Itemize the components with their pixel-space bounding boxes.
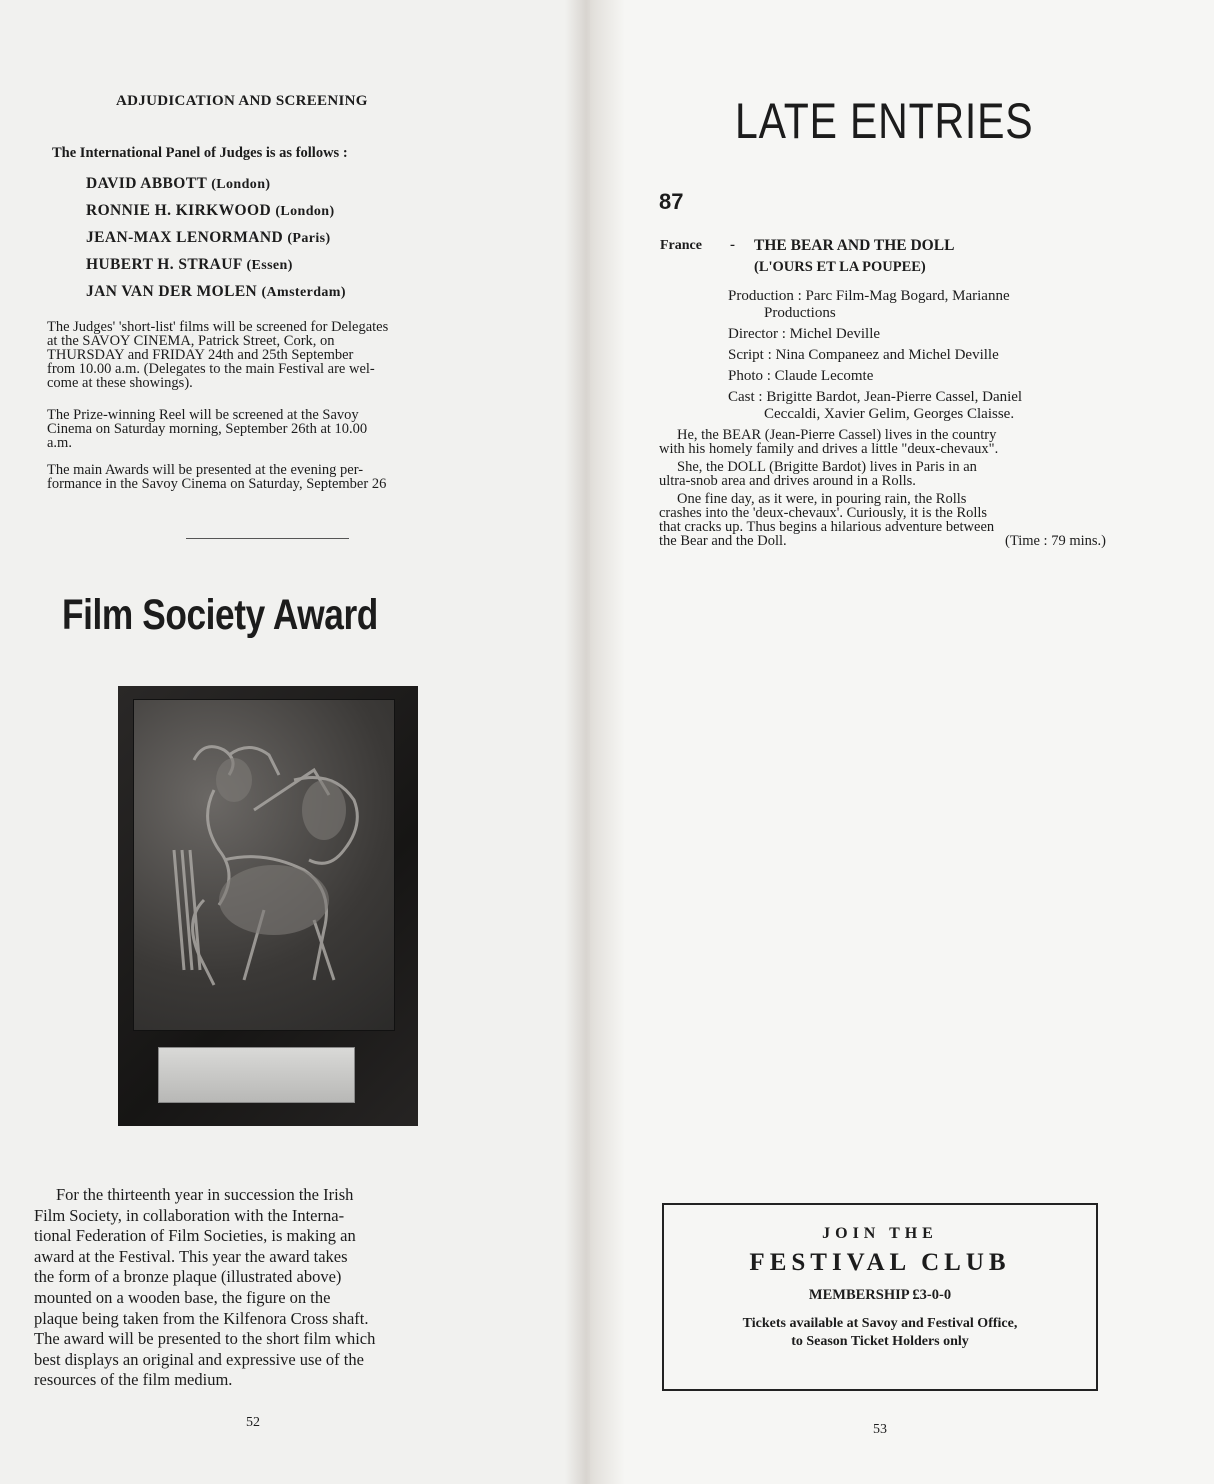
judge-name: DAVID ABBOTT <box>86 175 207 192</box>
credit-production-cont: Productions <box>764 305 836 321</box>
judge-city: (Essen) <box>246 258 293 273</box>
club-line1: JOIN THE <box>822 1225 938 1242</box>
film-credits <box>728 288 1108 423</box>
text-line: at the SAVOY CINEMA, Patrick Street, Cork, on <box>47 333 335 349</box>
running-time: (Time : 79 mins.) <box>1005 533 1106 549</box>
text-line: plaque being taken from the Kilfenora Cross shaft. <box>34 1308 369 1328</box>
text-line: The Judges' 'short-list' films will be screened for Delegates <box>47 319 389 335</box>
section-heading: ADJUDICATION AND SCREENING <box>116 93 368 109</box>
text-line: Cinema on Saturday morning, September 26th at 10.00 <box>47 421 368 437</box>
entry-dash: - <box>730 237 735 253</box>
text-line: The Prize-winning Reel will be screened at the Savoy <box>47 407 359 423</box>
festival-club-box <box>662 1203 1098 1391</box>
film-title-alt: (L'OURS ET LA POUPEE) <box>754 259 926 275</box>
judge-name: HUBERT H. STRAUF <box>86 256 243 273</box>
judge-name: JEAN-MAX LENORMAND <box>86 229 284 246</box>
club-tickets-line2: to Season Ticket Holders only <box>791 1334 969 1349</box>
text-line: The award will be presented to the short film which <box>34 1329 376 1349</box>
credit-script: Script : Nina Companeez and Michel Deville <box>728 347 999 363</box>
award-title: Film Society Award <box>62 591 378 639</box>
text-line: a.m. <box>47 435 72 451</box>
club-line2: FESTIVAL CLUB <box>749 1249 1011 1276</box>
late-entries-title: LATE ENTRIES <box>735 93 1034 149</box>
judge-name: RONNIE H. KIRKWOOD <box>86 202 272 219</box>
text-line: from 10.00 a.m. (Delegates to the main Festival are wel- <box>47 361 375 377</box>
credit-cast-cont: Ceccaldi, Xavier Gelim, Georges Claisse. <box>764 406 1015 422</box>
text-line: best displays an original and expressive use of the <box>34 1349 364 1369</box>
text-line: come at these showings). <box>47 375 193 391</box>
judges-list <box>86 175 346 310</box>
credit-photo: Photo : Claude Lecomte <box>728 368 874 384</box>
credit-cast: Cast : Brigitte Bardot, Jean-Pierre Cassel, Daniel <box>728 389 1023 405</box>
synopsis-last-line <box>659 534 1106 548</box>
credit-director: Director : Michel Deville <box>728 326 881 342</box>
prize-paragraph <box>47 408 493 450</box>
text-line: He, the BEAR (Jean-Pierre Cassel) lives in the country <box>677 427 997 443</box>
entry-country: France <box>660 238 702 253</box>
text-line: crashes into the 'deux-chevaux'. Curiously, it is the Rolls <box>659 505 988 521</box>
judge-item <box>86 175 346 202</box>
page-number-left: 52 <box>246 1415 260 1430</box>
page-number-right: 53 <box>873 1422 887 1437</box>
awards-paragraph <box>47 463 493 491</box>
kilfenora-figure-icon <box>134 700 394 1030</box>
text-line: tional Federation of Film Societies, is making an <box>34 1226 356 1246</box>
text-line: with his homely family and drives a little "deux-chevaux". <box>659 441 999 457</box>
judge-city: (London) <box>211 177 271 192</box>
text-line: THURSDAY and FRIDAY 24th and 25th September <box>47 347 354 363</box>
text-line: She, the DOLL (Brigitte Bardot) lives in Paris in an <box>677 459 977 475</box>
judge-city: (London) <box>275 204 335 219</box>
text-line: Film Society, in collaboration with the Interna- <box>34 1205 345 1225</box>
judge-name: JAN VAN DER MOLEN <box>86 283 258 300</box>
text-line: that cracks up. Thus begins a hilarious adventure between <box>659 519 995 535</box>
synopsis <box>659 428 1106 548</box>
judge-city: (Amsterdam) <box>261 285 346 300</box>
entry-number: 87 <box>659 189 684 214</box>
film-title: THE BEAR AND THE DOLL <box>754 237 955 254</box>
judge-city: (Paris) <box>287 231 331 246</box>
judge-item <box>86 229 346 256</box>
text-line: award at the Festival. This year the award takes <box>34 1246 348 1266</box>
text-line: formance in the Savoy Cinema on Saturday, September 26 <box>47 476 387 492</box>
credit-production: Production : Parc Film-Mag Bogard, Marianne <box>728 288 1010 304</box>
club-membership: MEMBERSHIP £3-0-0 <box>808 1287 952 1303</box>
text-line: ultra-snob area and drives around in a Rolls. <box>659 473 916 489</box>
judge-item <box>86 256 346 283</box>
divider <box>186 538 349 539</box>
judge-item <box>86 202 346 229</box>
bronze-panel <box>133 699 395 1031</box>
text-line: the form of a bronze plaque (illustrated above) <box>34 1267 342 1287</box>
screening-paragraph <box>47 320 493 390</box>
club-tickets-line1: Tickets available at Savoy and Festival Office, <box>742 1316 1018 1331</box>
panel-intro: The International Panel of Judges is as follows : <box>52 145 348 161</box>
text-line: mounted on a wooden base, the figure on the <box>34 1287 331 1307</box>
text-line: One fine day, as it were, in pouring rain, the Rolls <box>677 491 967 507</box>
text-line: resources of the film medium. <box>34 1370 233 1390</box>
text-line: The main Awards will be presented at the evening per- <box>47 462 364 478</box>
engraved-plate <box>158 1047 355 1103</box>
book-gutter <box>565 0 625 1484</box>
text-line: the Bear and the Doll. <box>659 533 787 549</box>
judge-item <box>86 283 346 310</box>
award-paragraph <box>34 1185 481 1391</box>
text-line: For the thirteenth year in succession the Irish <box>56 1185 354 1204</box>
